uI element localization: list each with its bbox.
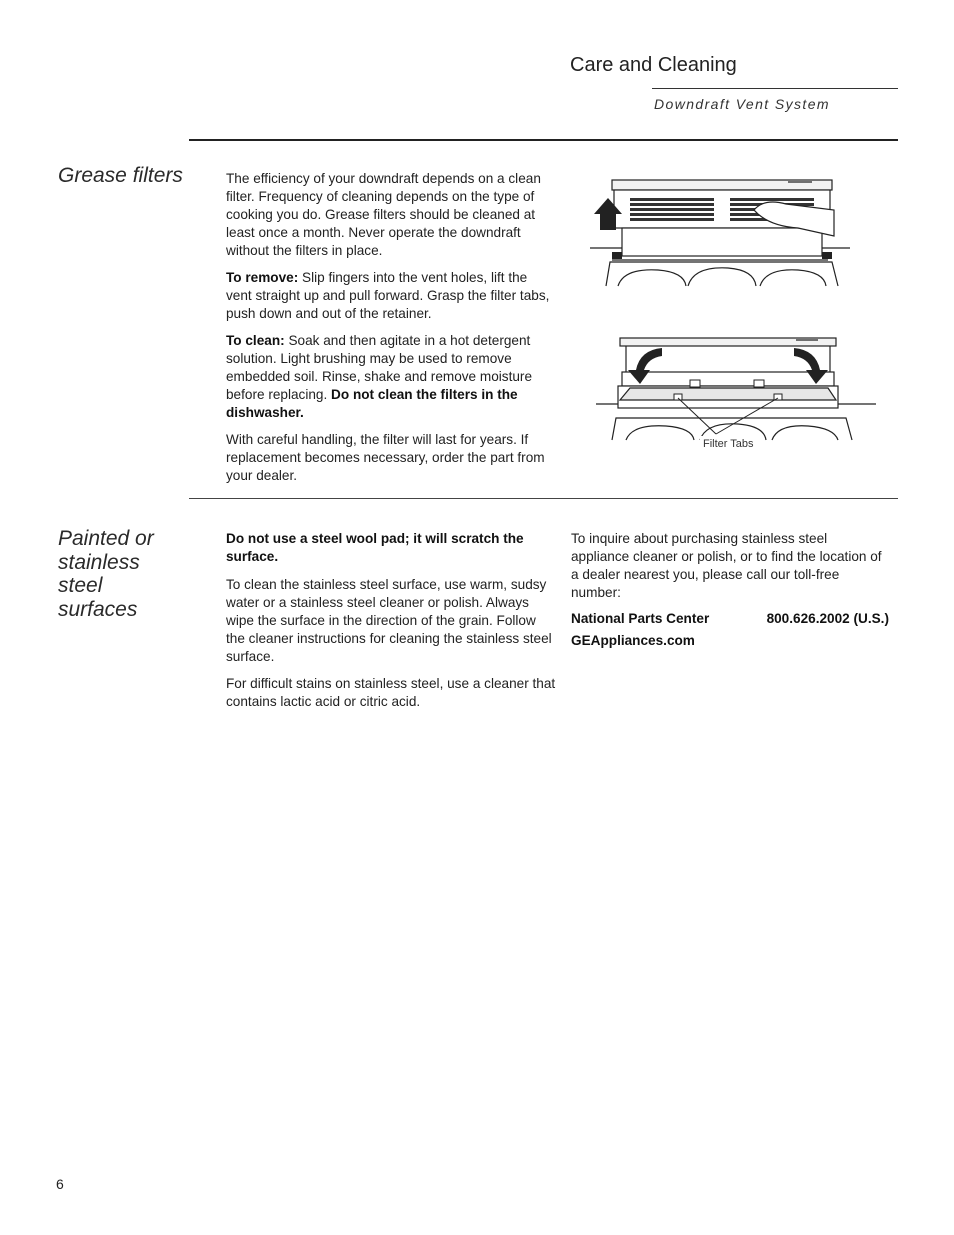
clean-label: To clean: [226, 333, 285, 348]
steel-stain-paragraph: For difficult stains on stainless steel, use a cleaner that contains lactic acid or citric acid. [226, 676, 556, 709]
page-title: Care and Cleaning [570, 54, 737, 76]
page-subtitle: Downdraft Vent System [654, 96, 830, 112]
title-line-1: Painted or [58, 527, 154, 550]
title-line-4: surfaces [58, 597, 138, 621]
inquiry-paragraph: To inquire about purchasing stainless steel appliance cleaner or polish, or to find the location of a dealer nearest you, please call our toll-free number: [571, 531, 882, 600]
filter-tabs-label: Filter Tabs [703, 438, 754, 450]
steel-clean-paragraph: To clean the stainless steel surface, use warm, sudsy water or a stainless steel cleaner or polish. Always wipe the surface in the direction of the grain. Follow the cleaner instructions for cleaning the stainless steel surface. [226, 577, 552, 664]
contact-name: National Parts Center [571, 611, 710, 626]
contact-row [571, 611, 889, 633]
section-divider-top [189, 139, 898, 141]
section-divider-middle [189, 498, 898, 499]
website-link[interactable]: GEAppliances.com [571, 633, 695, 648]
section-title-steel-surfaces [58, 527, 154, 621]
steel-care-text [226, 530, 556, 720]
grease-remove-paragraph [226, 269, 556, 323]
grease-replacement-paragraph: With careful handling, the filter will last for years. If replacement becomes necessary, order the part from your dealer. [226, 432, 545, 483]
section-title-grease-filters: Grease filters [58, 164, 183, 187]
contact-phone: 800.626.2002 (U.S.) [766, 611, 889, 626]
vent-lift-illustration [588, 176, 852, 294]
remove-label: To remove: [226, 270, 299, 285]
grease-clean-paragraph [226, 332, 556, 422]
title-line-3: steel [58, 574, 103, 597]
remove-text: Slip fingers into the vent holes, lift the vent straight up and pull forward. Grasp the filter tabs, push down and out of the retainer. [226, 270, 550, 321]
grease-intro-paragraph: The efficiency of your downdraft depends on a clean filter. Frequency of cleaning depends on the type of cooking you do. Grease filters should be cleaned at least once a month. Never operate the downdraft without the filters in place. [226, 171, 541, 258]
title-line-2: stainless [58, 550, 140, 574]
clean-warning: Do not clean the filters in the dishwasher. [226, 387, 518, 420]
filter-tabs-illustration [596, 336, 878, 456]
page-number: 6 [56, 1176, 64, 1192]
contact-block [571, 611, 889, 648]
grease-filters-text [226, 170, 556, 494]
clean-text: Soak and then agitate in a hot detergent solution. Light brushing may be used to remove embedded soil. Rinse, shake and remove moisture before replacing. [226, 333, 533, 402]
steel-inquiry-text [571, 530, 889, 611]
header-divider [652, 88, 898, 89]
steel-warning-paragraph [226, 530, 556, 566]
steel-warning: Do not use a steel wool pad; it will scratch the surface. [226, 531, 524, 564]
